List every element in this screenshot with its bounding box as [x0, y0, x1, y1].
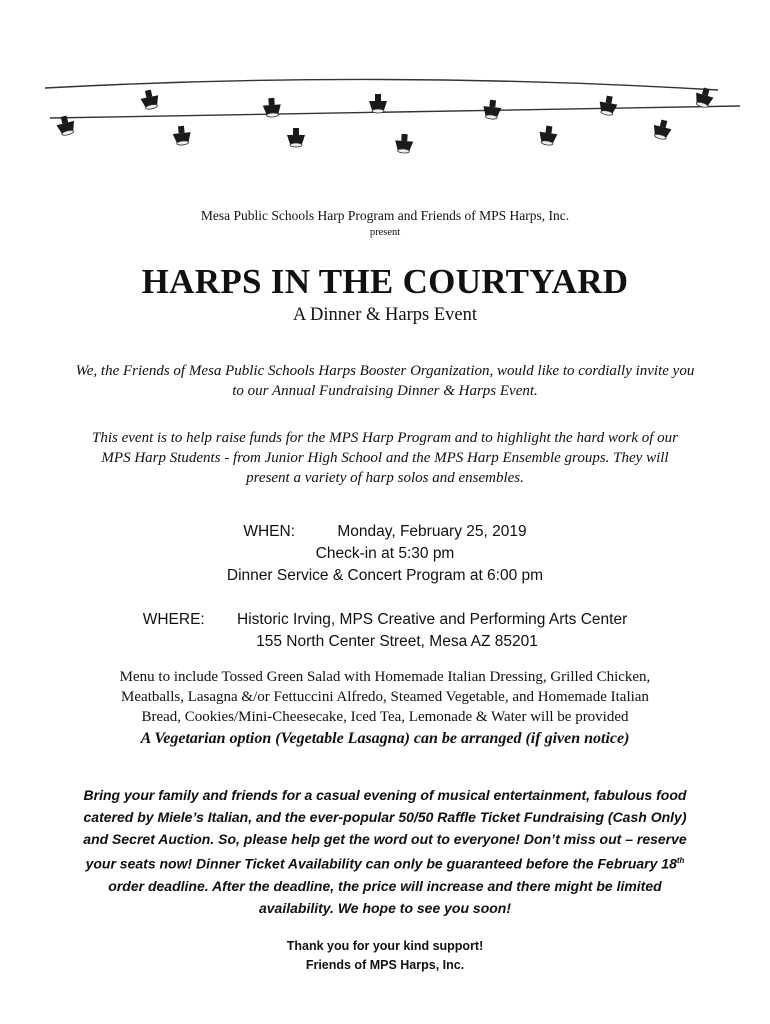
thanks-line: Thank you for your kind support! [286, 939, 484, 953]
event-subtitle: A Dinner & Harps Event [293, 305, 477, 325]
promo-line-3: and Secret Auction. So, please help get the word out to everyone! Don’t miss out – reserve [83, 831, 687, 847]
invitation-paragraph [40, 361, 730, 401]
promo-paragraph [30, 784, 740, 919]
ordinal-suffix: th [676, 856, 685, 865]
when-row [0, 521, 770, 543]
when-section [0, 521, 770, 587]
venue-address: 155 North Center Street, Mesa AZ 85201 [256, 633, 538, 650]
menu-line-3: Bread, Cookies/Mini-Cheesecake, Iced Tea, Lemonade & Water will be provided [141, 709, 629, 725]
invitation-line-1: We, the Friends of Mesa Public Schools Harps Booster Organization, would like to cordially invite you [75, 363, 695, 379]
presenters-line: Mesa Public Schools Harp Program and Friends of MPS Harps, Inc. [200, 208, 570, 223]
where-row [0, 609, 770, 631]
vegetarian-note: A Vegetarian option (Vegetable Lasagna) can be arranged (if given notice) [140, 730, 630, 747]
invitation-line-2: to our Annual Fundraising Dinner & Harps Event. [232, 383, 538, 399]
menu-paragraph [40, 667, 730, 727]
service-time: Dinner Service & Concert Program at 6:00 pm [226, 567, 544, 584]
venue-name: Historic Irving, MPS Creative and Performing Arts Center [237, 611, 628, 628]
promo-line-5: order deadline. After the deadline, the price will increase and there might be limited [108, 877, 662, 894]
promo-line-4 [30, 850, 740, 875]
string-lights-icon [0, 78, 770, 168]
closing-section [0, 937, 770, 975]
purpose-line-3: present a variety of harp solos and ensembles. [246, 470, 524, 486]
where-label: WHERE: [142, 611, 205, 628]
event-title: HARPS IN THE COURTYARD [141, 262, 629, 301]
purpose-paragraph [40, 428, 730, 488]
purpose-line-2: MPS Harp Students - from Junior High School and the MPS Harp Ensemble groups. They will [101, 450, 669, 466]
promo-line-1: Bring your family and friends for a casual evening of musical entertainment, fabulous food [83, 787, 687, 803]
present-label: present [369, 227, 401, 238]
promo-line-6: availability. We hope to see you soon! [258, 899, 512, 916]
promo-line-4-text: your seats now! Dinner Ticket Availability can only be guaranteed before the February 18 [85, 855, 677, 872]
purpose-line-1: This event is to help raise funds for the MPS Harp Program and to highlight the hard work of our [92, 430, 678, 446]
promo-line-2: catered by Miele’s Italian, and the ever-popular 50/50 Raffle Ticket Fundraising (Cash Only) [83, 809, 687, 825]
where-section [0, 609, 770, 653]
menu-line-1: Menu to include Tossed Green Salad with Homemade Italian Dressing, Grilled Chicken, [119, 669, 651, 685]
event-date: Monday, February 25, 2019 [337, 523, 527, 540]
when-label: WHEN: [243, 523, 296, 540]
menu-line-2: Meatballs, Lasagna &/or Fettuccini Alfredo, Steamed Vegetable, and Homemade Italian [121, 689, 649, 705]
signature-line: Friends of MPS Harps, Inc. [305, 958, 465, 972]
checkin-time: Check-in at 5:30 pm [315, 545, 455, 562]
